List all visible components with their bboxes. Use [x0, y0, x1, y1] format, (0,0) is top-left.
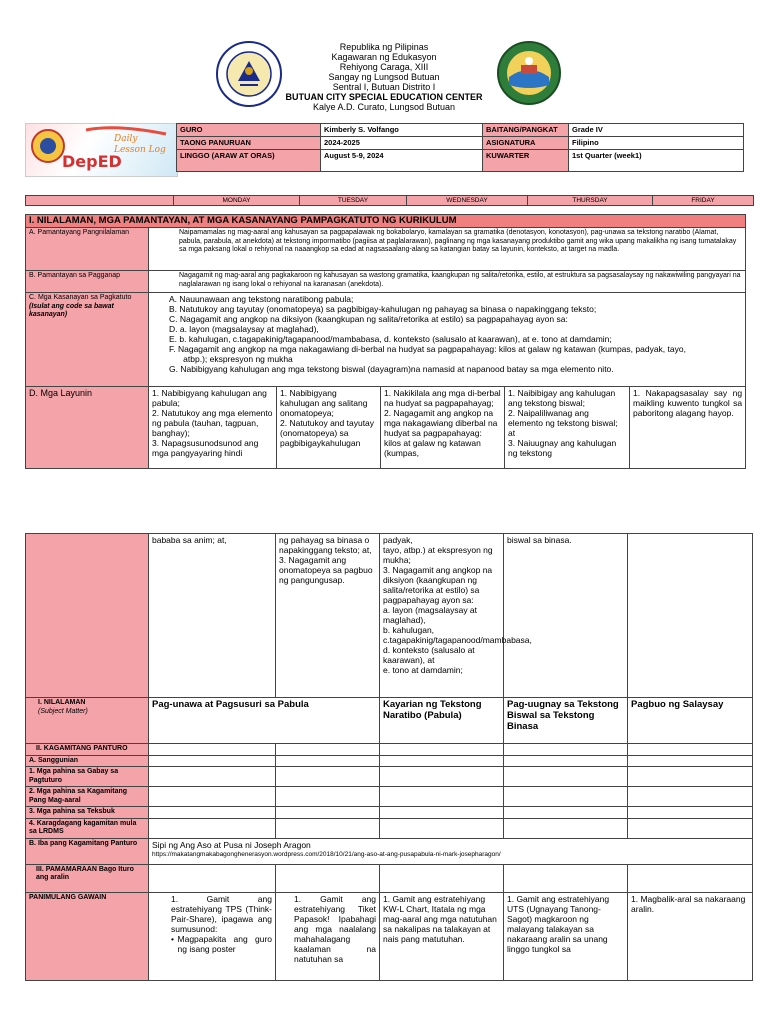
baitang-label: BAITANG/PANGKAT [483, 124, 569, 137]
baitang-value: Grade IV [569, 124, 744, 137]
kagamitang-pang-mag-aaral-label: 2. Mga pahina sa Kagamitang Pang Mag-aaral [26, 787, 149, 807]
c-item: G. Nabibigyang kahulugan ang mga tekstong biswal (dayagram)na namasid at napanood batay sa mga elemento nito. [169, 364, 614, 374]
nilalaman-thursday: Pag-uugnay sa Tekstong Biswal sa Tekstong Binasa [504, 698, 628, 744]
c-item: D. a. layon (magsalaysay at maglahad), [169, 324, 319, 334]
iba-cell [149, 838, 753, 864]
header-line-1: Republika ng Pilipinas [339, 42, 429, 52]
panimula-wednesday: 1. Gamit ang estratehiyang KW-L Chart, Itatala ng mga mag-aaral ang mga natutuhan sa nakalipas na talakayan at nais pang matutuhan. [380, 892, 504, 980]
day-thursday: THURSDAY [528, 196, 653, 206]
day-tuesday: TUESDAY [300, 196, 407, 206]
header-line-4: Sangay ng Lungsod Butuan [328, 72, 440, 82]
panimula-thursday: 1. Gamit ang estratehiyang UTS (Ugnayang Tanong-Sagot) magkaroon ng malayang talakayan sa nakaraang aralin sa unang linggo tungkol sa [504, 892, 628, 980]
panimula-monday [149, 892, 276, 980]
iba-text: Sipi ng Ang Aso at Pusa ni Joseph Aragon [152, 839, 311, 850]
school-address: Kalye A.D. Curato, Lungsod Butuan [312, 102, 456, 112]
section1-table [25, 214, 746, 469]
a-text: Naipamamalas ng mag-aaral ang kahusayan sa pagpapalawak ng bokabolaryo, kamalayan sa gramatika (denotasyon, konotasyon), pag-unawa sa tekstong naratibo (Alamat, pabula, parabula, at anekdota) at tekstong impormatibo (pagiisa at paglalarawan), paglinang ng mga kasanayang produktibo gamit ang wika upang makalikha ng isang tumatalakay sa mga paksang lokal o rehiyonal na naaangkop sa edad at nagsasaalang-alang sa katangian batay sa layunin, konteksto, at target na madla. [149, 228, 746, 271]
day-friday: FRIDAY [653, 196, 754, 206]
c-item: atbp.); ekspresyon ng mukha [169, 354, 293, 364]
c-note: (Isulat ang code sa bawat kasanayan) [29, 302, 114, 318]
a-label: A. Pamantayang Pangnilalaman [26, 228, 149, 271]
kagamitan-label: II. KAGAMITANG PANTURO [26, 744, 149, 756]
section1-title: I. NILALAMAN, MGA PAMANTAYAN, AT MGA KASANAYANG PAMPAGKATUTO NG KURIKULUM [26, 215, 746, 228]
cont-thursday: biswal sa binasa. [504, 534, 628, 698]
day-wednesday: WEDNESDAY [407, 196, 528, 206]
lrdms-label: 4. Karagdagang kagamitan mula sa LRDMS [26, 818, 149, 838]
b-label: B. Pamantayan sa Pagganap [26, 271, 149, 293]
c-item: B. Natutukoy ang tayutay (onomatopeya) sa pagbibigay-kahulugan ng pahayag sa binasa o napakinggang teksto; [169, 304, 597, 314]
cont-monday: bababa sa anim; at, [149, 534, 276, 698]
c-item: E. b. kahulugan, c.tagapakinig/tagapanood/mambabasa, d. konteksto (salusalo at kaarawan), at e. tono at damdamin; [169, 334, 612, 344]
c-item: F. Nagagamit ang angkop na mga nakagawiang di-berbal na hudyat sa pagpapahayag: kilos at galaw ng katawan (kumpas, padyak, tayo, [169, 344, 686, 354]
panimula-friday: 1. Magbalik-aral sa nakaraang aralin. [628, 892, 753, 980]
d-friday: 1. Nakapagsasalay say ng maikling kuwento tungkol sa paboritong alagang hayop. [630, 387, 746, 469]
cont-tuesday: ng pahayag sa binasa o napakinggang teksto; at, 3. Nagagamit ang onomatopeya sa pagbuo ng pangungusap. [276, 534, 380, 698]
kuwarter-label: KUWARTER [483, 150, 569, 172]
page2-table [25, 533, 753, 981]
panimula-tuesday: 1. Gamit ang estratehiyang Tiket Papasok! Ipabahagi ang mga naalalang mahahalagang kaalaman na natutuhan sa [276, 892, 380, 980]
teksbuk-label: 3. Mga pahina sa Teksbuk [26, 807, 149, 819]
c-item: C. Nagagamit ang angkop na diksiyon (kaangkupan ng salita/retorika at estilo) sa pagpapahayag ayon sa: [169, 314, 568, 324]
header-line-5: Sentral I, Butuan Distrito I [332, 82, 436, 92]
panimula-label: PANIMULANG GAWAIN [26, 892, 149, 980]
panimula-monday-text: 1. Gamit ang estratehiyang TPS (Think-Pair-Share), ipagawa ang sumusunod: [171, 893, 272, 934]
c-label-cell [26, 293, 149, 387]
d-thursday: 1. Naibibigay ang kahulugan ang tekstong biswal; 2. Naipaliliwanag ang elemento ng tekstong biswal; at 3. Naiuugnay ang kahulugan ng tekstong [505, 387, 630, 469]
school-name: BUTUAN CITY SPECIAL EDUCATION CENTER [285, 92, 483, 102]
iba-url: https://makatangmakabagonghenerasyon.wordpress.com/2018/10/21/ang-aso-at-ang-pusapabula-ni-mark-josepharagon/ [152, 850, 501, 858]
nilalaman-friday: Pagbuo ng Salaysay [628, 698, 753, 744]
nilalaman-note: (Subject Matter) [38, 707, 88, 715]
linggo-label: LINGGO (ARAW AT ORAS) [177, 150, 321, 172]
b-text: Nagagamit ng mag-aaral ang pagkakaroon ng kahusayan sa wastong gramatika, kaangkupan ng salita/retorika, estilo, at estruktura sa pagsasalaysay ng nakawiwiling pangyayari na naglalarawan ng isang lokal o rehiyonal na karanasan (anekdota). [149, 271, 746, 293]
nilalaman-monday: Pag-unawa at Pagsusuri sa Pabula [149, 698, 380, 744]
d-wednesday: 1. Nakikilala ang mga di-berbal na hudyat sa pagpapahayag; 2. Nagagamit ang angkop na mga nakagawiang diberbal na hudyat sa pagpapahayag: kilos at galaw ng katawan (kumpas, [381, 387, 505, 469]
c-item: A. Nauunawaan ang tekstong naratibong pabula; [169, 294, 354, 304]
panimula-monday-bullet-item [171, 934, 272, 954]
c-items [149, 293, 746, 387]
c-label: C. Mga Kasanayan sa Pagkatuto [29, 294, 132, 301]
asignatura-label: ASIGNATURA [483, 137, 569, 150]
nilalaman-cell [26, 698, 149, 744]
header-line-2: Kagawaran ng Edukasyon [331, 52, 437, 62]
logo-script: Daily Lesson Log [114, 134, 166, 155]
guro-label: GURO [177, 124, 321, 137]
taon-value: 2024-2025 [321, 137, 483, 150]
nilalaman-wednesday: Kayarian ng Tekstong Naratibo (Pabula) [380, 698, 504, 744]
d-tuesday: 1. Nabibigyang kahulugan ang salitang onomatopeya; 2. Natutukoy and tayutay (onomatopeya) sa pagbibigaykahulugan [277, 387, 381, 469]
nilalaman-label: I. NILALAMAN [38, 699, 86, 706]
days-row [25, 195, 754, 206]
d-monday: 1. Nabibigyang kahulugan ang pabula; 2. Natutukoy ang mga elemento ng pabula (tauhan, tagpuan, banghay); 3. Napagsusunodsunod ang mga pangyayaring hindi [149, 387, 277, 469]
deped-dll-logo [25, 123, 178, 177]
panimula-monday-bullet: Magpapakita ang guro ng isang poster [177, 933, 272, 954]
gabay-label: 1. Mga pahina sa Gabay sa Pagtuturo [26, 767, 149, 787]
taon-label: TAONG PANURUAN [177, 137, 321, 150]
iba-label: B. Iba pang Kagamitang Panturo [26, 838, 149, 864]
logo-text: DepED [62, 152, 122, 171]
cont-wednesday: padyak, tayo, atbp.) at ekspresyon ng mukha; 3. Nagagamit ang angkop na diksiyon (kaangkupan ng salita/retorika at estilo) sa pagpapahayag ayon sa: a. layon (magsalaysay at maglahad), b. kahulugan, c.tagapakinig/tagapanood/mambabasa, d. konteksto (salusalo at kaarawan), at e. tono at damdamin; [380, 534, 504, 698]
info-table [176, 123, 744, 172]
pamamaraan-label: III. PAMAMARAAN Bago Ituro ang aralin [26, 864, 149, 892]
sanggunian-label: A. Sanggunian [26, 755, 149, 767]
cont-friday [628, 534, 753, 698]
asignatura-value: Filipino [569, 137, 744, 150]
header-line-3: Rehiyong Caraga, XIII [339, 62, 429, 72]
day-monday: MONDAY [174, 196, 300, 206]
days-blank [26, 196, 174, 206]
linggo-value: August 5-9, 2024 [321, 150, 483, 172]
guro-value: Kimberly S. Volfango [321, 124, 483, 137]
d-label: D. Mga Layunin [26, 387, 149, 469]
kuwarter-value: 1st Quarter (week1) [569, 150, 744, 172]
bullet-icon: • [171, 933, 174, 944]
cont-label [26, 534, 149, 698]
